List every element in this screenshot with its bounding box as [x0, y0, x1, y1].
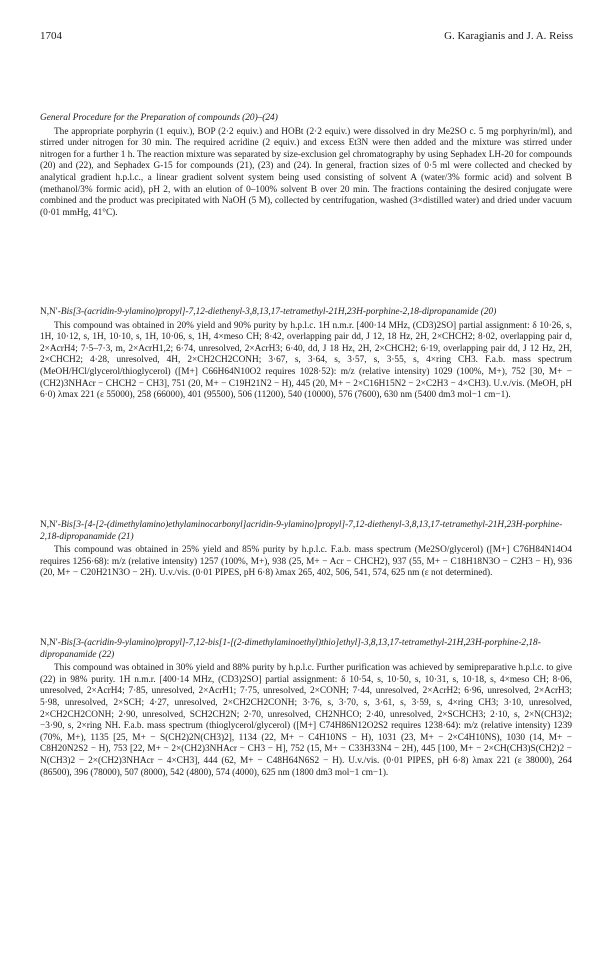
compound-22-body: This compound was obtained in 30% yield and 88% purity by h.p.l.c. Further purification was achieved by semipreparative h.p.l.c. to give (22) in 98% purity. 1H n.m.r. [400·14 MHz, (CD3)2SO] partial assignment: δ 10·54, s, 10·50, s, 10·31, s, 10·18, s, 4×meso CH; 8·06, unresolved, 2×AcrH4; 7·85, unresolved, 2×AcrH1; 7·75, unresolved, 2×CONH; 7·44, unresolved, 2×AcrH2; 6·96, unresolved, 2×AcrH3; 5·98, unresolved, 2×SCH; 4·27, unresolved, 2×CH2CH2CONH; 3·76, s, 3·70, s, 3·61, s, 3·59, s, 4×ring CH3; 3·10, unresolved, 2×CH2CH2CONH; 2·90, unresolved, SCH2CH2N; 2·70, unresolved, CH2NHCO; 2·40, unresolved, 2×SCHCH3; 2·10, s, 2×N(CH3)2; −3·90, s, 2×ring NH. F.a.b. mass spectrum (thioglycerol/glycerol) ([M+] C74H86N12O2S2 requires 1238·64): m/z (relative intensity) 1239 (70%, M+), 1135 [25, M+ − S(CH2)2N(CH3)2], 1134 (22, M+ − C4H10NS − H), 1031 (23, M+ − 2×C4H10NS), 1030 (14, M+ − C8H20N2S2 − H), 753 [22, M+ − 2×(CH2)3NHAcr − CH3 − H], 752 (15, M+ − C33H33N4 − 2H), 445 [100, M+ − 2×CH(CH3)S(CH2)2 − N(CH3)2 − 2×(CH2)3NHAcr − 4×CH3], 444 (62, M+ − C48H64N6S2 − H). U.v./vis. (0·01 PIPES, pH 6·8) λmax 221 (ε 38000), 264 (86500), 396 (78000), 507 (8000), 542 (4800), 574 (4000), 625 nm (1800 dm3 mol−1 cm−1). — [40, 663, 572, 778]
compound-21-heading — [40, 520, 572, 543]
compound-22-heading — [40, 638, 572, 661]
compound-20-section — [40, 307, 572, 402]
compound-21-heading-prefix: N,N′- — [40, 520, 61, 530]
compound-20-heading-prefix: N,N′- — [40, 307, 61, 317]
compound-22-heading-prefix: N,N′- — [40, 638, 61, 648]
compound-21-section — [40, 520, 572, 580]
compound-20-body: This compound was obtained in 20% yield and 90% purity by h.p.l.c. 1H n.m.r. [400·14 MHz, (CD3)2SO] partial assignment: δ 10·26, s, 1H, 10·12, s, 1H, 10·10, s, 1H, 10·06, s, 1H, 4×meso CH; 8·42, overlapping pair dd, J 12, 18 Hz, 2H, 2×CHCH2; 8·02, overlapping pair d, 2×AcrH4; 7·5–7·3, m, 2×AcrH1,2; 6·74, unresolved, 2×AcrH3; 6·40, dd, J 18 Hz, 2H, 2×CHCH2; 6·19, overlapping pair dd, J 12 Hz, 2H, 2×CHCH2; 4·28, unresolved, 4H, 2×CH2CH2CONH; 3·67, s, 3·64, s, 3·57, s, 3·55, s, 4×ring CH3. F.a.b. mass spectrum (MeOH/HCl/glycerol/thioglycerol) ([M+] C66H64N10O2 requires 1028·52): m/z (relative intensity) 1029 (100%, M+), 752 [30, M+ − (CH2)3NHAcr − CHCH2 − CH3], 751 (20, M+ − C19H21N2 − H), 445 (20, M+ − 2×C16H15N2 − 2×C2H3 − 4×CH3). U.v./vis. (MeOH, pH 6·0) λmax 221 (ε 55000), 258 (66000), 401 (95500), 506 (11200), 540 (10000), 576 (7600), 630 nm (5400 dm3 mol−1 cm−1). — [40, 320, 572, 401]
running-head-authors: G. Karagianis and J. A. Reiss — [444, 30, 573, 42]
compound-21-heading-title: Bis[3-[4-[2-(dimethylamino)ethylaminocarbonyl]acridin-9-ylamino]propyl]-7,12-diethenyl-3,8,13,17-tetramethyl-21H,23H-porphine-2,18-dipropanamide (21) — [40, 520, 563, 542]
general-procedure-heading: General Procedure for the Preparation of compounds (20)–(24) — [40, 113, 278, 123]
compound-20-heading — [40, 307, 572, 319]
page-number: 1704 — [40, 30, 62, 42]
compound-22-section — [40, 638, 572, 779]
general-procedure-body: The appropriate porphyrin (1 equiv.), BOP (2·2 equiv.) and HOBt (2·2 equiv.) were dissolved in dry Me2SO c. 5 mg porphyrin/ml), and stirred under nitrogen for 30 min. The required acridine (2 equiv.) and excess Et3N were then added and the mixture was stirred under nitrogen for a further 1 h. The reaction mixture was separated by size-exclusion gel chromatography by using Sephadex LH-20 for compounds (20) and (22), and Sephadex G-15 for compounds (21), (23) and (24). In general, fraction sizes of 0·5 ml were collected and checked by analytical gradient h.p.l.c., a linear gradient solvent system being used consisting of solvent A (water/3% formic acid) and solvent B (methanol/3% formic acid), pH 2, with an elution of 0–100% solvent B over 20 min. The fractions containing the desired conjugate were combined and the product was precipitated with NaOH (5 M), collected by centrifugation, washed (3×distilled water) and dried under vacuum (0·01 mmHg, 41°C). — [40, 126, 572, 218]
compound-22-heading-title: Bis[3-(acridin-9-ylamino)propyl]-7,12-bis[1-[(2-dimethylaminoethyl)thio]ethyl]-3,8,13,17-tetramethyl-21H,23H-porphine-2,18-dipropanamide (22) — [40, 638, 541, 660]
compound-21-body: This compound was obtained in 25% yield and 85% purity by h.p.l.c. F.a.b. mass spectrum (Me2SO/glycerol) ([M+] C76H84N14O4 requires 1256·68): m/z (relative intensity) 1257 (100%, M+), 938 (25, M+ − Acr − CHCH2), 937 (55, M+ − C18H18N3O − C2H3 − H), 936 (20, M+ − C20H21N3O − 2H). U.v./vis. (0·01 PIPES, pH 6·8) λmax 265, 402, 506, 541, 574, 625 nm (ε not determined). — [40, 545, 572, 579]
general-procedure-section — [40, 113, 572, 219]
compound-20-heading-title: Bis[3-(acridin-9-ylamino)propyl]-7,12-diethenyl-3,8,13,17-tetramethyl-21H,23H-porphine-2,18-dipropanamide (20) — [60, 307, 497, 317]
